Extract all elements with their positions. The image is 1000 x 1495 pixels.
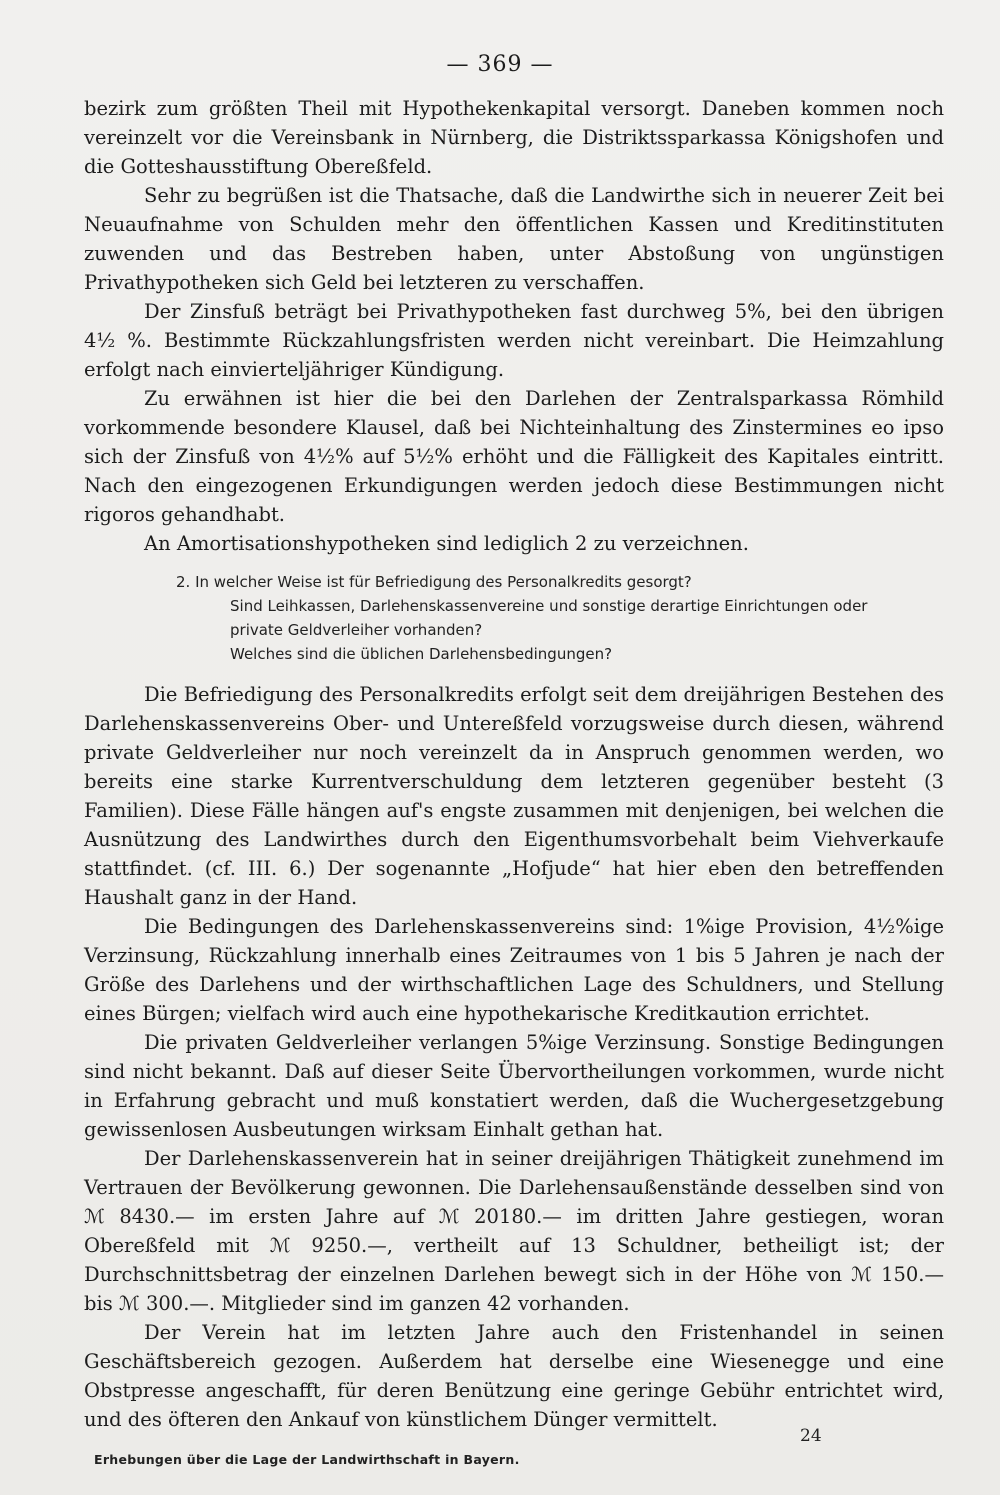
paragraph: Sehr zu begrüßen ist die Thatsache, daß die Landwirthe sich in neuerer Zeit bei Neuaufnahme von Schulden mehr den öffentlichen Kassen und Kreditinstituten zuwenden und das Bestreben haben, unter Abstoßung von ungünstigen Privathypotheken sich Geld bei letzteren zu verschaffen. [84, 184, 944, 294]
paragraph: Die Bedingungen des Darlehenskassenvereins sind: 1%ige Provision, 4½%ige Verzinsung, Rückzahlung innerhalb eines Zeitraumes von 1 bis 5 Jahren je nach der Größe des Darlehens und der wirthschaftlichen Lage des Schuldners, und Stellung eines Bürgen; vielfach wird auch eine hypothekarische Kreditkaution errichtet. [84, 915, 944, 1025]
page-number: — 369 — [446, 52, 554, 77]
paragraph: bezirk zum größten Theil mit Hypothekenkapital versorgt. Daneben kommen noch vereinzelt vor die Vereinsbank in Nürnberg, die Distriktssparkassa Königshofen und die Gotteshausstiftung Obereßfeld. [84, 97, 944, 178]
body-text [84, 94, 944, 1434]
question-main: 2. In welcher Weise ist für Befriedigung des Personalkredits gesorgt? [176, 573, 692, 591]
paragraph: Die privaten Geldverleiher verlangen 5%ige Verzinsung. Sonstige Bedingungen sind nicht bekannt. Daß auf dieser Seite Übervortheilungen vorkommen, wurde nicht in Erfahrung gebracht und muß konstatiert werden, daß die Wuchergesetzgebung gewissenlosen Ausbeutungen wirksam Einhalt gethan hat. [84, 1031, 944, 1141]
survey-question [84, 570, 944, 666]
paragraph: Zu erwähnen ist hier die bei den Darlehen der Zentralsparkassa Römhild vorkommende besondere Klausel, daß bei Nichteinhaltung des Zinstermines eo ipso sich der Zinsfuß von 4½% auf 5½% erhöht und die Fälligkeit des Kapitales eintritt. Nach den eingezogenen Erkundigungen werden jedoch diese Bestimmungen nicht rigoros gehandhabt. [84, 387, 944, 526]
paragraph: Der Zinsfuß beträgt bei Privathypotheken fast durchweg 5%, bei den übrigen 4½ %. Bestimmte Rückzahlungsfristen werden nicht vereinbart. Die Heimzahlung erfolgt nach einvierteljähriger Kündigung. [84, 300, 944, 381]
signature-mark: 24 [800, 1426, 822, 1446]
question-sub: Sind Leihkassen, Darlehenskassenvereine und sonstige derartige Einrichtungen oder private Geldverleiher vorhanden? [230, 597, 868, 639]
question-sub: Welches sind die üblichen Darlehensbedingungen? [230, 645, 613, 663]
paragraph: Der Darlehenskassenverein hat in seiner dreijährigen Thätigkeit zunehmend im Vertrauen der Bevölkerung gewonnen. Die Darlehensaußenstände desselben sind von ℳ 8430.— im ersten Jahre auf ℳ 20180.— im dritten Jahre gestiegen, woran Obereßfeld mit ℳ 9250.—, vertheilt auf 13 Schuldner, betheiligt ist; der Durchschnittsbetrag der einzelnen Darlehen bewegt sich in der Höhe von ℳ 150.— bis ℳ 300.—. Mitglieder sind im ganzen 42 vorhanden. [84, 1147, 944, 1315]
footer-note: Erhebungen über die Lage der Landwirthschaft in Bayern. [94, 1452, 520, 1467]
paragraph: Die Befriedigung des Personalkredits erfolgt seit dem dreijährigen Bestehen des Darlehenskassenvereins Ober- und Untereßfeld vorzugsweise durch diesen, während private Geldverleiher nur noch vereinzelt da in Anspruch genommen werden, wo bereits eine starke Kurrentverschuldung dem letzteren gegenüber besteht (3 Familien). Diese Fälle hängen auf's engste zusammen mit denjenigen, bei welchen die Ausnützung des Landwirthes durch den Eigenthumsvorbehalt beim Viehverkaufe stattfindet. (cf. III. 6.) Der sogenannte „Hofjude“ hat hier eben den betreffenden Haushalt ganz in der Hand. [84, 683, 944, 909]
paragraph: Der Verein hat im letzten Jahre auch den Fristenhandel in seinen Geschäftsbereich gezogen. Außerdem hat derselbe eine Wiesenegge und eine Obstpresse angeschafft, für deren Benützung eine geringe Gebühr entrichtet wird, und des öfteren den Ankauf von künstlichem Dünger vermittelt. [84, 1321, 944, 1431]
paragraph: An Amortisationshypotheken sind lediglich 2 zu verzeichnen. [144, 532, 749, 555]
